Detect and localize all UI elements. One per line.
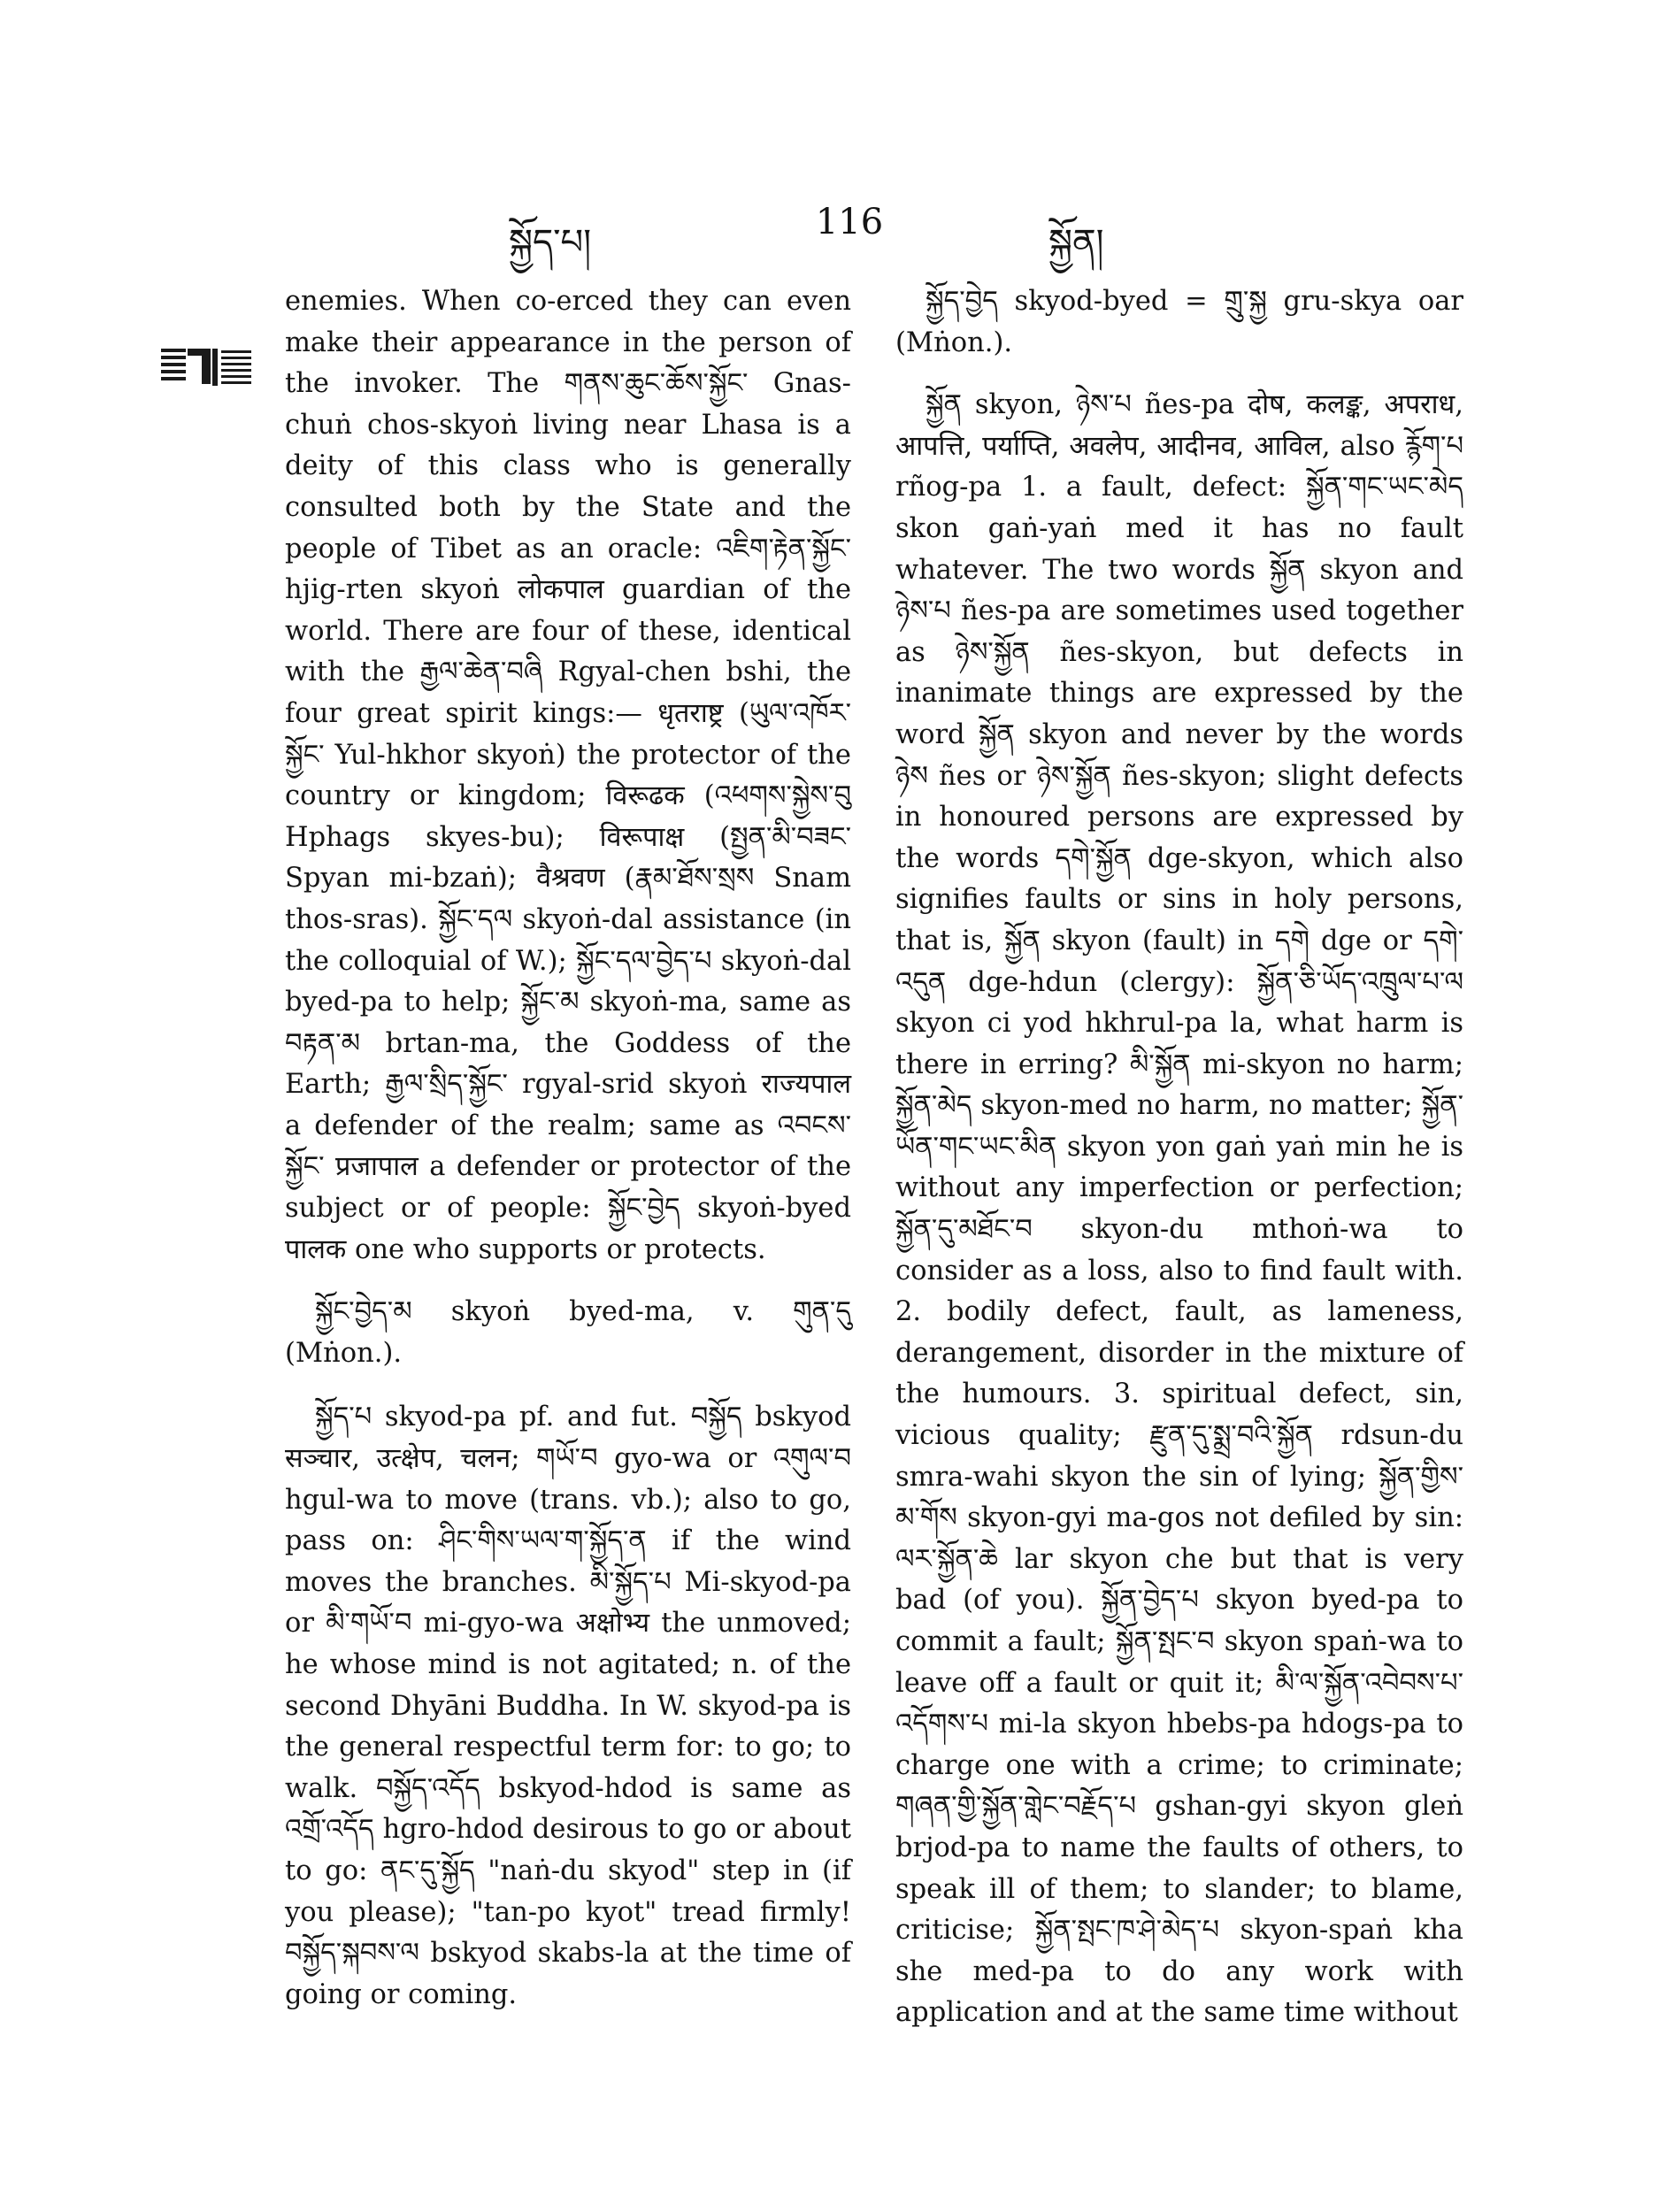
entry-skyod-pa: སྐྱོད་པ skyod-pa pf. and fut. བསྐྱོད bskyod सञ्चार, उत्क्षेप, चलन; གཡོ་བ gyo-wa or འགུལ་བ hgul-wa to move (trans. vb.); also to go, pass on: ཤིང་གིས་ཡལ་ག་སྐྱོད་ན if the wind moves the branches. མི་སྐྱོད་པ Mi-skyod-pa or མི་གཡོ་བ mi-gyo-wa अक्षोभ्य the unmoved; he whose mind is not agitated; n. of the second Dhyāni Buddha. In W. skyod-pa is the general respectful term for: to go; to walk. བསྐྱོད་འདོད bskyod-hdod is same as འགྲོ་འདོད hgro-hdod desirous to go or about to go: ནང་དུ་སྐྱོད "naṅ-du skyod" step in (if you please); "tan-po kyot" tread firmly! བསྐྱོད་སྐབས་ལ bskyod skabs-la at the time of going or coming. [285,1402,851,2010]
page-number: 116 [815,202,884,242]
entry-skyon: སྐྱོན skyon, ཉེས་པ ñes-pa दोष, कलङ्क, अपराध, आपत्ति, पर्याप्ति, अवलेप, आदीनव, आविल, also རྙོག་པ rñog-pa 1. a fault, defect: སྐྱོན་གང་ཡང་མེད skon gaṅ-yaṅ med it has no fault whatever. The two words སྐྱོན skyon and ཉེས་པ ñes-pa are sometimes used together as ཉེས་སྐྱོན ñes-skyon, but defects in inanimate things are expressed by the word སྐྱོན skyon and never by the words ཉེས ñes or ཉེས་སྐྱོན ñes-skyon; slight defects in honoured persons are expressed by the words དགེ་སྐྱོན dge-skyon, which also signifies faults or sins in holy persons, that is, སྐྱོན skyon (fault) in དགེ dge or དགེ་འདུན dge-hdun (clergy): སྐྱོན་ཅི་ཡོད་འཁྲུལ་པ་ལ skyon ci yod hkhrul-pa la, what harm is there in erring? མི་སྐྱོན mi-skyon no harm; སྐྱོན་མེད skyon-med no harm, no matter; སྐྱོན་ཡོན་གང་ཡང་མིན skyon yon gaṅ yaṅ min he is without any imperfection or perfection; སྐྱོན་དུ་མཐོང་བ skyon-du mthoṅ-wa to consider as a loss, also to find fault with. 2. bodily defect, fault, as lameness, derangement, disorder in the mixture of the humours. 3. spiritual defect, sin, vicious quality; རྫུན་དུ་སྨྲ་བའི་སྐྱོན rdsun-du smra-wahi skyon the sin of lying; སྐྱོན་གྱིས་མ་གོས skyon-gyi ma-gos not defiled by sin: ལར་སྐྱོན་ཆེ lar skyon che but that is very bad (of you). སྐྱོན་བྱེད་པ skyon byed-pa to commit a fault; སྐྱོན་སྤང་བ skyon spaṅ-wa to leave off a fault or quit it; མི་ལ་སྐྱོན་འབེབས་པ་འདོགས་པ mi-la skyon hbebs-pa hdogs-pa to charge one with a crime; to criminate; གཞན་གྱི་སྐྱོན་གླེང་བརྗོད་པ gshan-gyi skyon gleṅ brjod-pa to name the faults of others, to speak ill of them; to slander; to blame, criticise; སྐྱོན་སྤང་ཁ་ཤེ་མེད་པ skyon-spaṅ kha she med-pa to do any work with application and at the same time without [895,389,1463,2029]
section-thumb-mark-icon [157,345,255,389]
right-column [895,281,1463,2055]
entry-continuation-skyong: enemies. When co-erced they can even make their appearance in the person of the invoker. The གནས་ཆུང་ཆོས་སྐྱོང་ Gnas-chuṅ chos-skyoṅ living near Lhasa is a deity of this class who is generally consulted both by the State and the people of Tibet as an oracle: འཇིག་རྟེན་སྐྱོང་ hjig-rten skyoṅ लोकपाल guardian of the world. There are four of these, identical with the རྒྱལ་ཆེན་བཞི Rgyal-chen bshi, the four great spirit kings:— धृतराष्ट्र (ཡུལ་འཁོར་སྐྱོང་ Yul-hkhor skyoṅ) the protector of the country or kingdom; विरूढक (འཕགས་སྐྱེས་བུ Hphags skyes-bu); विरूपाक्ष (སྤྱན་མི་བཟང་ Spyan mi-bzaṅ); वैश्रवण (རྣམ་ཐོས་སྲས Snam thos-sras). སྐྱོང་དལ skyoṅ-dal assistance (in the colloquial of W.); སྐྱོང་དལ་བྱེད་པ skyoṅ-dal byed-pa to help; སྐྱོང་མ skyoṅ-ma, same as བརྟན་མ brtan-ma, the Goddess of the Earth; རྒྱལ་སྲིད་སྐྱོང་ rgyal-srid skyoṅ राज्यपाल a defender of the realm; same as འབངས་སྐྱོང་ प्रजापाल a defender or protector of the subject or of people: སྐྱོང་བྱེད skyoṅ-byed पालक one who supports or protects. [285,286,851,1265]
left-column [285,281,851,2037]
entry-skyod-byed: སྐྱོད་བྱེད skyod-byed = གྲུ་སྐྱ gru-skya oar (Mṅon.). [895,286,1463,358]
left-running-headword: སྐྱོད་པ། [509,222,592,263]
entry-skyong-byed-ma: སྐྱོང་བྱེད་མ skyoṅ byed-ma, v. གུན་དུ (Mṅon.). [285,1296,851,1369]
right-running-headword: སྐྱོན། [1048,222,1104,263]
